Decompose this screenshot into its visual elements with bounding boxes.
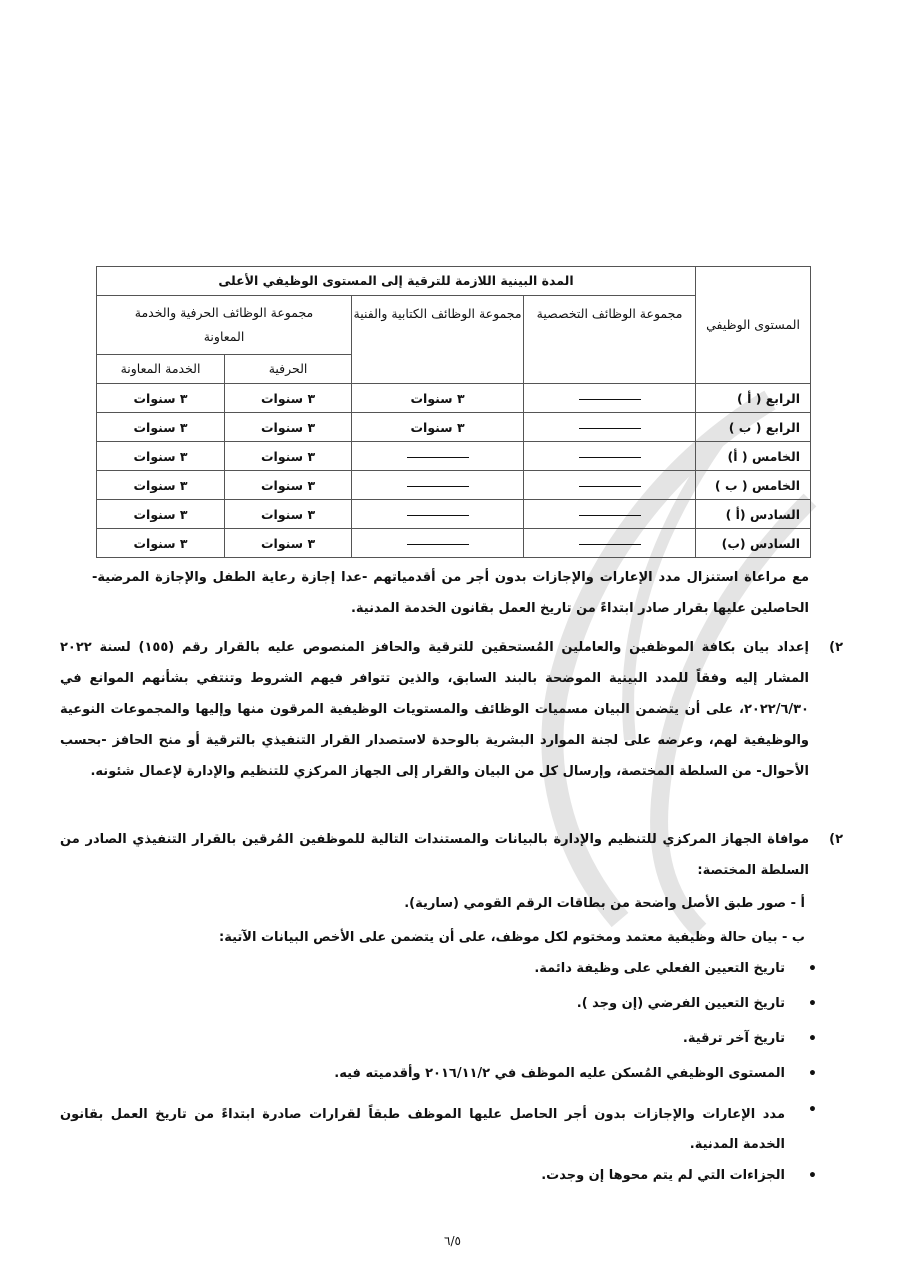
item-3-b: ب - بيان حالة وظيفية معتمد ومختوم لكل موظف، على أن يتضمن على الأخص البيانات الآتية: xyxy=(219,930,805,945)
empty-dash xyxy=(579,544,641,545)
list-item: مدد الإعارات والإجازات بدون أجر الحاصل عليها الموظف طبقاً لقرارات صادرة ابتداءً من تاريخ العمل بقانون الخدمة المدنية. xyxy=(60,1107,785,1152)
bullet-icon: • xyxy=(808,1066,817,1082)
item-3-paragraph: موافاة الجهاز المركزي للتنظيم والإدارة بالبيانات والمستندات التالية للموظفين المُرقين بالقرار التنفيذي الصادر من السلطة المختصة: xyxy=(60,832,809,878)
table-row: الرابع ( أ ) ٣ سنوات ٣ سنوات ٣ سنوات xyxy=(97,384,811,413)
list-item: الجزاءات التي لم يتم محوها إن وجدت. xyxy=(541,1168,785,1183)
header-crafts-group: مجموعة الوظائف الحرفية والخدمة المعاونة xyxy=(97,296,352,355)
item-number: ٢) xyxy=(829,640,843,655)
header-clerical: مجموعة الوظائف الكتابية والفنية xyxy=(352,296,524,384)
promotion-duration-table xyxy=(96,266,811,558)
table-row: السادس (ب) ٣ سنوات ٣ سنوات xyxy=(97,529,811,558)
bullet-icon: • xyxy=(808,1102,817,1118)
item-number: ٢) xyxy=(829,832,843,847)
page-number: ٦/٥ xyxy=(444,1234,461,1248)
bullet-icon: • xyxy=(808,1031,817,1047)
empty-dash xyxy=(579,457,641,458)
table-row: السادس (أ ) ٣ سنوات ٣ سنوات xyxy=(97,500,811,529)
empty-dash xyxy=(407,544,469,545)
empty-dash xyxy=(407,486,469,487)
item-3-a: أ - صور طبق الأصل واضحة من بطاقات الرقم القومي (سارية). xyxy=(404,896,805,911)
empty-dash xyxy=(579,486,641,487)
list-item: تاريخ آخر ترقية. xyxy=(682,1031,785,1046)
empty-dash xyxy=(579,399,641,400)
bullet-icon: • xyxy=(808,961,817,977)
bullet-icon: • xyxy=(808,1168,817,1184)
note-paragraph: مع مراعاة استنزال مدد الإعارات والإجازات بدون أجر من أقدمياتهم -عدا إجازة رعاية الطفل والإجازة المرضية- الحاصلين عليها بقرار صادر ابتداءً من تاريخ العمل بقانون الخدمة المدنية. xyxy=(92,570,809,616)
header-specialized: مجموعة الوظائف التخصصية xyxy=(524,296,696,384)
header-crafts: الحرفية xyxy=(225,355,352,384)
table-row: الرابع ( ب ) ٣ سنوات ٣ سنوات ٣ سنوات xyxy=(97,413,811,442)
list-item: تاريخ التعيين الفرضي (إن وجد ). xyxy=(576,996,785,1011)
empty-dash xyxy=(579,515,641,516)
list-item: المستوى الوظيفي المُسكن عليه الموظف في ٢٠١٦/١١/٢ وأقدميته فيه. xyxy=(334,1066,785,1081)
item-2-paragraph: إعداد بيان بكافة الموظفين والعاملين المُستحقين للترقية والحافز المنصوص عليه بالقرار رقم (١٥٥) لسنة ٢٠٢٢ المشار إليه وفقاً للمدد البينية الموضحة بالبند السابق، والذين تتوافر فيهم الشروط وتنتفي بشأنهم الموانع في ٢٠٢٢/٦/٣٠، على أن يتضمن البيان مسميات الوظائف والمستويات الوظيفية المرقون منها وإليها والمجموعات النوعية والوظيفية لهم، وعرضه على لجنة الموارد البشرية بالوحدة لاستصدار القرار التنفيذي بالترقية أو منح الحافز -بحسب الأحوال- من السلطة المختصة، وإرسال كل من البيان والقرار إلى الجهاز المركزي للتنظيم والإدارة لإعمال شئونه. xyxy=(60,640,809,779)
bullet-icon: • xyxy=(808,996,817,1012)
header-title: المدة البينية اللازمة للترقية إلى المستوى الوظيفي الأعلى xyxy=(97,267,696,296)
empty-dash xyxy=(407,515,469,516)
table-row: الخامس ( أ) ٣ سنوات ٣ سنوات xyxy=(97,442,811,471)
list-item: تاريخ التعيين الفعلي على وظيفة دائمة. xyxy=(534,961,785,976)
header-level: المستوى الوظيفي xyxy=(696,267,811,384)
empty-dash xyxy=(579,428,641,429)
empty-dash xyxy=(407,457,469,458)
table-row: الخامس ( ب ) ٣ سنوات ٣ سنوات xyxy=(97,471,811,500)
header-services: الخدمة المعاونة xyxy=(97,355,225,384)
